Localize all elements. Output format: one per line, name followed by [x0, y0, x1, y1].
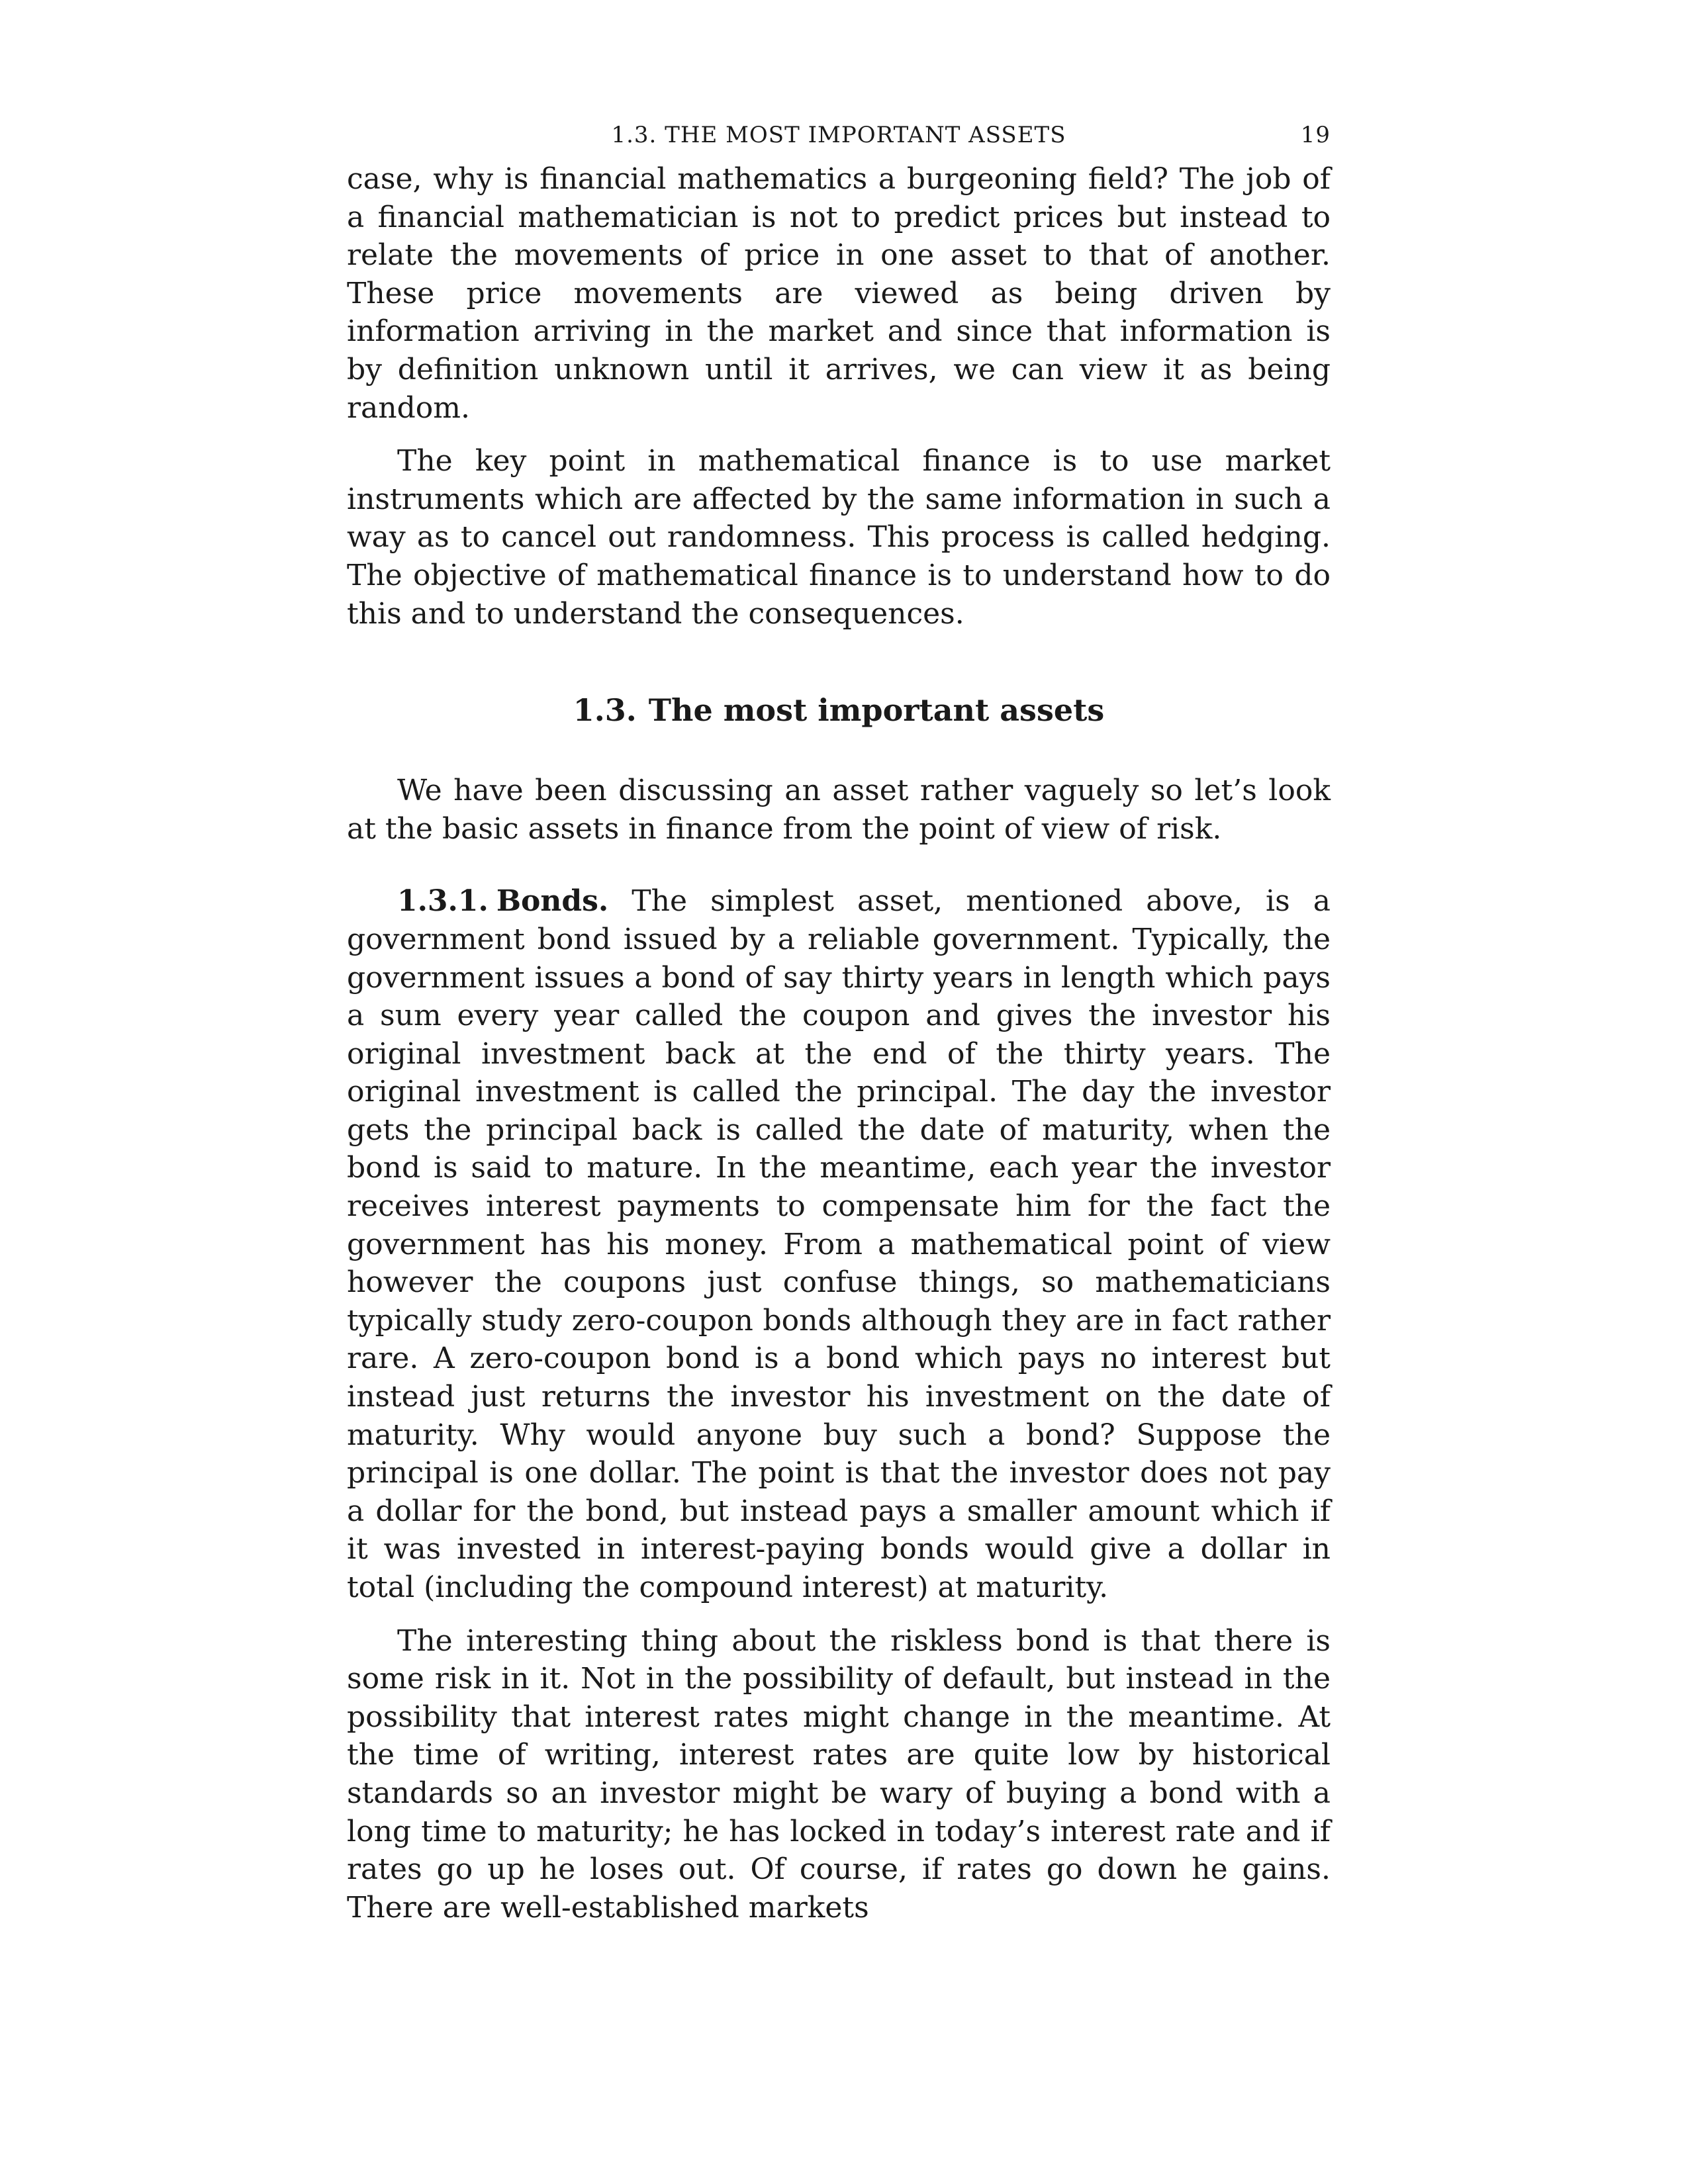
paragraph-continued: case, why is financial mathematics a burgeoning field? The job of a financial mathematician is not to predict prices but instead to relate the movements of price in one asset to that of another. These price movements are viewed as being driven by information arriving in the market and since that information is by definition unknown until it arrives, we can view it as being random.	[347, 162, 1331, 425]
paragraph-hedging: The key point in mathematical finance is to use market instruments which are affected by the same information in such a way as to cancel out randomness. This process is called hedging. The objective of mathematical finance is to understand how to do this and to understand the consequences.	[347, 444, 1331, 631]
page-number: 19	[1300, 122, 1331, 148]
subsection-heading	[397, 884, 608, 918]
running-title: 1.3. THE MOST IMPORTANT ASSETS	[611, 122, 1066, 148]
section-number: 1.3.	[573, 692, 637, 729]
subsection-number: 1.3.1.	[397, 884, 489, 919]
section-intro-paragraph: We have been discussing an asset rather vaguely so let’s look at the basic assets in finance from the point of view of risk.	[347, 774, 1331, 846]
subsection-title: Bonds.	[496, 884, 609, 919]
running-header	[347, 113, 1331, 159]
book-page	[347, 113, 1331, 1927]
section-heading	[347, 691, 1331, 729]
section-title: The most important assets	[648, 692, 1105, 729]
paragraph-riskless-bond: The interesting thing about the riskless bond is that there is some risk in it. Not in the possibility of default, but instead in the possibility that interest rates might change in the meantime. At the time of writing, interest rates are quite low by historical standards so an investor might be wary of buying a bond with a long time to maturity; he has locked in today’s interest rate and if rates go up he loses out. Of course, if rates go down he gains. There are well-established markets	[347, 1623, 1331, 1925]
subsection-bonds-paragraph	[347, 882, 1331, 1606]
subsection-bonds-text: The simplest asset, mentioned above, is a government bond issued by a reliable government. Typically, the government issues a bond of say thirty years in length which pays a sum every year called the coupon and gives the investor his original investment back at the end of the thirty years. The original investment is called the principal. The day the investor gets the principal back is called the date of maturity, when the bond is said to mature. In the meantime, each year the investor receives interest payments to compensate him for the fact the government has his money. From a mathematical point of view however the coupons just confuse things, so mathematicians typically study zero-coupon bonds although they are in fact rather rare. A zero-coupon bond is a bond which pays no interest but instead just returns the investor his investment on the date of maturity. Why would anyone buy such a bond? Suppose the principal is one dollar. The point is that the investor does not pay a dollar for the bond, but instead pays a smaller amount which if it was invested in interest-paying bonds would give a dollar in total (including the compound interest) at maturity.	[347, 884, 1331, 1604]
